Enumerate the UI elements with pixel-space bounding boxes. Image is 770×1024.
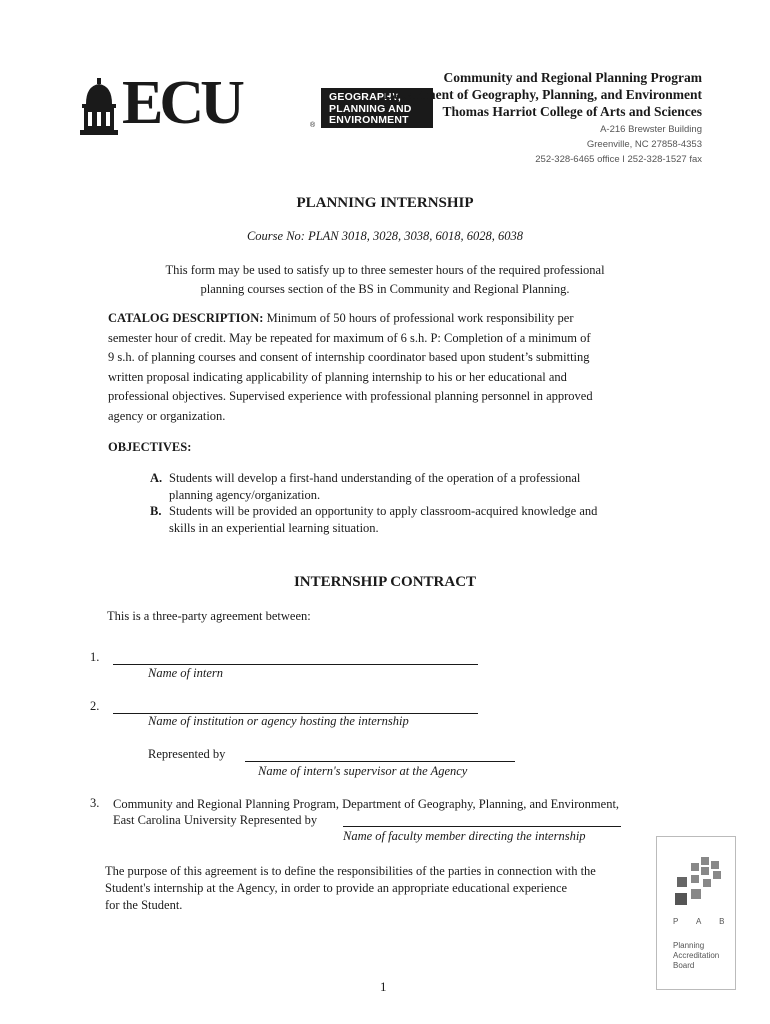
supervisor-caption: Name of intern's supervisor at the Agency (258, 764, 468, 778)
pab-name-line: Planning (673, 941, 705, 950)
faculty-caption: Name of faculty member directing the internship (343, 829, 586, 843)
page-number: 1 (380, 979, 387, 994)
ecu-wordmark: ECU (122, 69, 241, 137)
intro-paragraph (0, 261, 770, 299)
purpose-line: The purpose of this agreement is to define the responsibilities of the parties in connection with the (105, 864, 596, 878)
catalog-label: CATALOG DESCRIPTION: (108, 311, 264, 325)
represented-by-label: Represented by (148, 747, 226, 761)
registered-mark: ® (310, 122, 316, 129)
faculty-name-field[interactable] (343, 813, 621, 827)
objective-marker: B. (150, 504, 162, 518)
logo-dept-line: ENVIRONMENT (329, 114, 409, 126)
intern-name-field[interactable] (113, 650, 478, 665)
pab-grid-icon (675, 857, 723, 905)
intern-name-caption: Name of intern (148, 666, 223, 680)
contract-title: INTERNSHIP CONTRACT (293, 574, 477, 590)
party-number: 1. (90, 650, 100, 664)
party3-line: Community and Regional Planning Program, Department of Geography, Planning, and Environment, (113, 797, 620, 811)
pab-name-line: Board (673, 961, 695, 970)
phone-fax: 252-328-6465 office I 252-328-1527 fax (535, 154, 702, 165)
objective-text: planning agency/organization. (169, 487, 321, 502)
catalog-description (108, 309, 668, 426)
catalog-text: Minimum of 50 hours of professional work responsibility per (263, 311, 574, 325)
party3-line: East Carolina University Represented by (113, 813, 318, 827)
catalog-text: 9 s.h. of planning courses and consent of internship coordinator based upon student’s submitting (108, 350, 590, 364)
purpose-paragraph (105, 863, 665, 914)
objective-text: skills in an experiential learning situation. (169, 520, 379, 535)
city-address: Greenville, NC 27858-4353 (586, 139, 702, 150)
catalog-text: professional objectives. Supervised experience with professional planning personnel in approved (108, 389, 593, 403)
department-name: Department of Geography, Planning, and Environment (383, 87, 702, 102)
catalog-text: agency or organization. (108, 408, 226, 423)
logo-dept-line: GEOGRAPHY, (329, 91, 402, 103)
objective-text: Students will develop a first-hand understanding of the operation of a professional (169, 471, 581, 485)
purpose-line: for the Student. (105, 898, 183, 912)
pab-name-line: Accreditation (673, 951, 720, 960)
catalog-text: written proposal indicating applicability of planning internship to his or her educational and (108, 369, 567, 384)
objective-text: Students will be provided an opportunity to apply classroom-acquired knowledge and (169, 504, 598, 518)
purpose-line: Student's internship at the Agency, in order to provide an appropriate educational experience (105, 881, 568, 895)
objective-marker: A. (150, 471, 163, 485)
logo-dept-line: PLANNING AND (329, 102, 412, 115)
agency-name-caption: Name of institution or agency hosting the internship (148, 714, 409, 728)
catalog-text: semester hour of credit. May be repeated for maximum of 6 s.h. P: Completion of a minimum of (108, 330, 591, 345)
course-number: Course No: PLAN 3018, 3028, 3038, 6018, 6028, 6038 (246, 229, 524, 243)
objective-item (150, 470, 650, 536)
agency-name-field[interactable] (113, 699, 478, 714)
pab-badge (656, 836, 736, 990)
program-name: Community and Regional Planning Program (443, 70, 702, 85)
page-title: PLANNING INTERNSHIP (296, 195, 474, 211)
party-number: 2. (90, 699, 100, 713)
pab-letters: P A B (673, 917, 733, 926)
party-number: 3. (90, 796, 100, 810)
pab-name (673, 941, 719, 971)
ecu-logo (78, 69, 412, 137)
intro-line: This form may be used to satisfy up to three semester hours of the required professional (165, 263, 605, 277)
intro-line: planning courses section of the BS in Community and Regional Planning. (200, 282, 570, 296)
cupola-icon (78, 78, 120, 136)
supervisor-name-field[interactable] (245, 747, 515, 762)
college-name: Thomas Harriot College of Arts and Sciences (442, 104, 702, 119)
letterhead-address (384, 69, 702, 167)
objectives-label: OBJECTIVES: (108, 440, 192, 454)
building-address: A-216 Brewster Building (600, 124, 702, 135)
agreement-intro: This is a three-party agreement between: (107, 609, 311, 623)
